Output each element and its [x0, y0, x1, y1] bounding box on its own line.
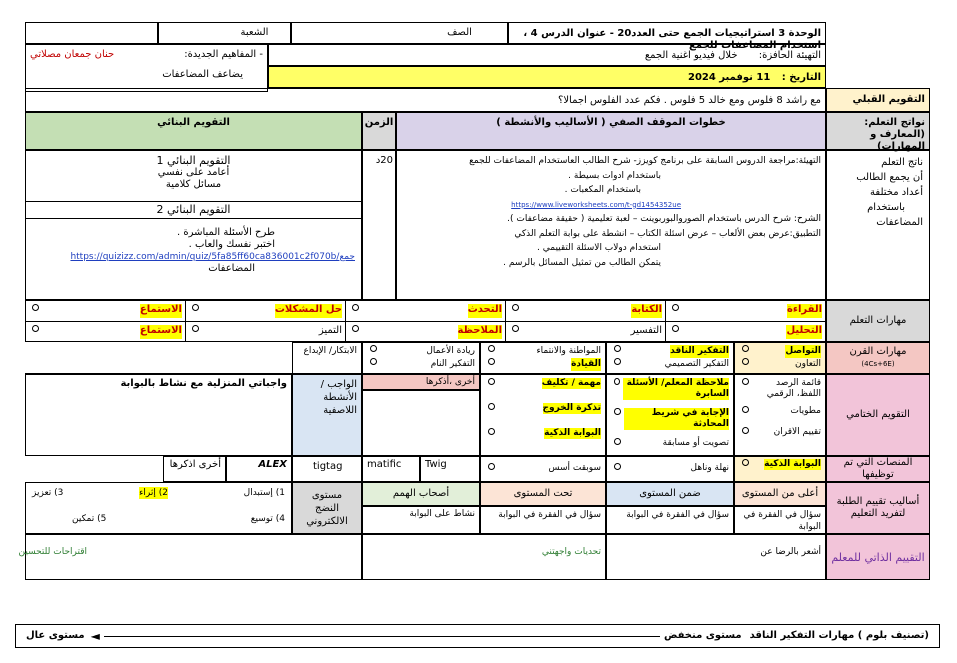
skill-bullet [488, 345, 495, 352]
skill-bullet [488, 358, 495, 365]
maturity-label: مستوى النضج الالكتروني [306, 489, 348, 527]
final-assessment-label-cell [826, 374, 930, 456]
final-other: أخرى ،أذكرها [425, 377, 475, 387]
skill-bullet [32, 325, 39, 332]
skill-bullet [32, 304, 39, 311]
pre-assessment-label: التقويم القبلي [852, 94, 925, 105]
century-col-1 [734, 342, 826, 374]
learning-skills-grid [25, 300, 826, 342]
century-critical-thinking: التفكير الناقد [670, 346, 729, 356]
final-col-3 [480, 374, 606, 456]
platform-cell [480, 456, 606, 482]
outcome-line: باستخدام [867, 202, 905, 213]
step-line: باستخدام المكعبات . [564, 185, 641, 195]
outcomes-body [826, 150, 930, 300]
century-col-2 [606, 342, 734, 374]
platform-alex: ALEX [258, 459, 287, 470]
self-eval-cell [18, 534, 362, 580]
skill-bullet [512, 325, 519, 332]
time-header [362, 112, 396, 150]
century-citizenship: المواطنة والانتماء [536, 346, 601, 356]
skill-bullet [488, 403, 495, 410]
final-other-empty [362, 390, 480, 456]
hook-text: خلال فيديو اغنية الجمع [644, 50, 738, 61]
homework-text-cell [25, 374, 292, 456]
skill-bullet [742, 378, 749, 385]
maturity-replace: 1) إستبدال [243, 488, 285, 498]
skill-bullet [370, 345, 377, 352]
outcome-line: أن يجمع الطالب [856, 172, 923, 183]
level-cell [480, 506, 606, 534]
skill-bullet [614, 345, 621, 352]
worksheet-link[interactable]: https://www.liveworksheets.com/t-gd1454352ue [511, 200, 681, 209]
skill-interpretation: التفسير [630, 325, 662, 336]
formative-2-line: طرح الأسئلة المباشرة . [176, 227, 275, 238]
century-skills-label-cell [826, 342, 930, 374]
skill-analysis: التحليل [786, 325, 822, 339]
outcome-line: أعداد مختلفة [870, 187, 923, 198]
maturity-levels [25, 482, 292, 534]
skill-observation: الملاحظة [458, 325, 503, 339]
homework-label: الواجب / الأنشطة اللاصفية [320, 379, 357, 416]
new-concepts-text: يضاعف المضاعفات [162, 69, 243, 80]
platforms-label-cell [826, 456, 930, 482]
date-label: التاريخ : [781, 72, 821, 83]
final-vote: تصويت أو مسابقة [662, 438, 729, 448]
level-cell [606, 506, 734, 534]
step-line: التهيئة:مراجعة الدروس السابقة على برنامج كويزز- شرح الطالب العاستخدام المضاعفات للجمع [469, 156, 821, 166]
skill-listening-2: الاستماع [140, 325, 182, 339]
final-col-1 [734, 374, 826, 456]
hook-cell [268, 44, 826, 66]
final-other-cell [362, 374, 480, 390]
skill-listening: الاستماع [140, 304, 182, 318]
skill-writing: الكتابة [631, 304, 662, 318]
platform-tigtag: tigtag [313, 461, 343, 472]
level-header [480, 482, 606, 506]
skill-bullet [352, 325, 359, 332]
century-entrepreneurship: ريادة الأعمال [426, 346, 475, 356]
empty-header-cell [25, 22, 158, 44]
final-checklist: قائمة الرصد [775, 378, 821, 388]
arrow-left-icon: ◄ [90, 629, 100, 643]
platform-other: أخرى اذكرها [169, 459, 221, 470]
formative-header [25, 112, 362, 150]
formative-2-title: التقويم البنائي 2 [156, 203, 231, 216]
time-header-text: الزمن [364, 117, 394, 128]
skill-bullet [614, 358, 621, 365]
skill-bullet [742, 406, 749, 413]
outcomes-header-text: نواتج التعلم: (المعارف و المهارات) [864, 117, 925, 152]
formative-header-text: التقويم البنائي [157, 117, 230, 128]
skill-bullet [742, 345, 749, 352]
century-collaboration: التعاون [795, 359, 821, 369]
skill-bullet [614, 438, 621, 445]
platform-cell [292, 456, 362, 482]
pre-assessment-text-cell [25, 88, 826, 112]
platform-cell [734, 456, 826, 482]
skill-bullet [192, 304, 199, 311]
outcomes-header [826, 112, 930, 150]
skill-problem-solving: حل المشكلات [275, 304, 342, 318]
final-smart-portal: البوابة الذكية [544, 428, 601, 438]
self-eval-label: التقييم الذاتي للمعلم [831, 550, 925, 564]
formative-1-title: التقويم البنائي 1 [156, 154, 231, 167]
level-header [734, 482, 826, 506]
maturity-label-cell [292, 482, 362, 534]
self-eval-challenges: تحديات واجهتني [541, 547, 601, 557]
platform-empty [25, 456, 163, 482]
step-line: يتمكن الطالب من تمثيل المسائل بالرسم . [503, 257, 661, 268]
outcome-line: المضاعفات [876, 217, 923, 228]
teacher-signature: حنان جمعان مصلاتي [30, 49, 115, 60]
formative-1-line: مسائل كلامية [165, 179, 222, 190]
maturity-enrich: 2) إثراء [139, 488, 168, 498]
final-task: مهمة / تكليف [541, 378, 601, 388]
self-eval-label-cell [826, 534, 930, 580]
unit-title: الوحدة 3 استراتيجيات الجمع حتى العدد20 - عنوان الدرس 4 ، استخدام المضاعفات للجمع [523, 28, 821, 51]
learning-skills-label: مهارات التعلم [849, 315, 907, 326]
final-foldables: مطويات [790, 406, 821, 416]
step-line: التطبيق:عرض بعض الألعاب – عرض اسئلة الكتاب – انشطة على بوابة التعلم الذكي [514, 228, 821, 239]
platform-cell [420, 456, 480, 482]
steps-body [396, 150, 826, 300]
century-leadership: القيادة [571, 359, 601, 369]
pre-assessment-label-cell [826, 88, 930, 112]
century-skills-label: مهارات القرن [849, 346, 907, 357]
century-empty [25, 342, 292, 374]
final-verbal: اللفظ، الرقمي [766, 389, 821, 399]
formative-2-line: اختبر نفسك والعاب . [188, 239, 275, 250]
skill-bullet [742, 427, 749, 434]
century-col-3 [480, 342, 606, 374]
level-below: تحت المستوى [513, 488, 573, 499]
outcome-line: ناتج التعلم [881, 157, 923, 168]
skill-distinction: التميز [318, 325, 342, 336]
skill-bullet [742, 358, 749, 365]
self-eval-cell [362, 534, 606, 580]
skill-bullet [488, 463, 495, 470]
skill-bullet [488, 378, 495, 385]
bloom-bar [15, 624, 940, 648]
new-concepts-cell [25, 44, 268, 92]
skill-bullet [370, 358, 377, 365]
unit-title-cell [508, 22, 826, 51]
platform-cell [226, 456, 292, 482]
hook-label: التهيئة الحافزة: [758, 50, 821, 61]
new-concepts-label: - المفاهيم الجديدة: [184, 49, 263, 60]
level-header [606, 482, 734, 506]
level-above-task: سؤال في الفقرة في البوابة [743, 510, 821, 532]
differentiation-label: أساليب تقييم الطلبة لتفريد التعليم [836, 496, 920, 519]
platform-cell [362, 456, 420, 482]
final-col-2 [606, 374, 734, 456]
skill-bullet [614, 408, 621, 415]
skill-bullet [672, 304, 679, 311]
century-design-thinking: التفكير التصميمي [664, 359, 729, 369]
century-communication: التواصل [785, 346, 821, 356]
final-teacher-observation: ملاحظة المعلم/ الأسئلة السابرة [623, 378, 729, 400]
bloom-arrow [104, 636, 660, 637]
platforms-label: المنصات التي تم توظيفها [843, 457, 913, 480]
platform-smart-portal: البوابة الذكية [764, 459, 821, 469]
level-within-task: سؤال في الفقرة في البوابة [626, 510, 729, 520]
bloom-high: مستوى عال [26, 630, 85, 641]
formative-body [25, 150, 362, 300]
century-skills-sub: (4Cs+6E) [861, 360, 895, 368]
step-line: باستخدام ادوات بسيطة . [568, 170, 661, 181]
maturity-empower: 5) تمكين [72, 514, 107, 524]
section-label: الشعبة [240, 27, 269, 38]
homework-label-cell [292, 374, 362, 456]
level-above: أعلى من المستوى [741, 488, 819, 499]
skill-reading: القراءة [787, 304, 822, 318]
differentiation-label-cell [826, 482, 930, 534]
self-eval-satisfied: أشعر بالرضا عن [760, 547, 821, 557]
final-peer-review: تقييم الاقران [773, 427, 821, 437]
platform-matific: matific [367, 459, 402, 470]
platform-cell [606, 456, 734, 482]
final-assessment-label: التقويم الختامي [846, 409, 910, 420]
step-line: الشرح: شرح الدرس باستخدام الصوروالبوربوينت – لعبة تعليمية ( حقيقة مضاعفات ). [507, 214, 821, 224]
level-header [362, 482, 480, 506]
level-special-needs: أصحاب الهمم [392, 488, 450, 499]
learning-skills-label-cell [826, 300, 930, 342]
level-cell [362, 506, 480, 534]
skill-bullet [352, 304, 359, 311]
final-chat-answer: الإجابة في شريط المحادثة [624, 408, 729, 430]
skill-bullet [672, 325, 679, 332]
level-special-task: نشاط على البوابة [409, 509, 475, 519]
pre-assessment-text: مع راشد 8 فلوس ومع خالد 5 فلوس . فكم عدد الفلوس اجمالا؟ [558, 95, 821, 106]
century-innovation: الابتكار/ الإبداع [303, 346, 357, 356]
quiz-suffix[interactable]: جمع [339, 252, 355, 262]
skill-speaking: التحدث [468, 304, 502, 318]
century-growth-thinking: التفكير النام [430, 359, 475, 369]
platform-soft-foundations: سوبقت أسس [548, 463, 601, 473]
homework-text: واجباتي المنزلية مع نشاط بالبوابة [120, 378, 287, 389]
formative-1-line: أعامد على نفسي [157, 167, 230, 178]
steps-header [396, 112, 826, 150]
level-within: ضمن المستوى [639, 488, 701, 499]
self-eval-improvements: اقتراحات للتحسين [18, 547, 87, 557]
platform-other-cell [163, 456, 226, 482]
quizizz-link[interactable]: https://quizizz.com/admin/quiz/5fa85ff60ca836001c2f070b/ [70, 252, 340, 262]
quiz-line2: المضاعفات [208, 263, 255, 274]
level-cell [734, 506, 826, 534]
bloom-title: (تصنيف بلوم ) مهارات التفكير الناقد [749, 630, 929, 641]
skill-bullet [742, 459, 749, 466]
bloom-low: مستوى منخفض [663, 630, 742, 641]
century-col-5 [292, 342, 362, 374]
maturity-reinforce: 3) تعزيز [32, 488, 64, 498]
skill-bullet [488, 428, 495, 435]
self-eval-cell [606, 534, 826, 580]
skill-bullet [192, 325, 199, 332]
steps-header-text: خطوات الموقف الصفي ( الأساليب والأنشطة ) [496, 117, 726, 128]
skill-bullet [614, 463, 621, 470]
step-line: استخدام دولاب الاسئلة التقييمي . [537, 243, 661, 253]
maturity-expand: 4) توسيع [250, 514, 285, 524]
skill-bullet [512, 304, 519, 311]
skill-bullet [614, 378, 620, 385]
section-cell [158, 22, 291, 44]
level-below-task: سؤال في الفقرة في البوابة [498, 510, 601, 520]
grade-cell [291, 22, 508, 44]
platform-nahla: نهلة وناهل [690, 463, 729, 473]
final-exit-ticket: تذكرة الخروج [542, 403, 601, 413]
grade-label: الصف [447, 27, 472, 38]
date-value: 11 نوفمبر 2024 [687, 72, 771, 83]
time-value: 20د [375, 155, 393, 166]
date-cell [268, 66, 826, 88]
time-body [362, 150, 396, 300]
platform-twig: Twig [425, 459, 447, 470]
century-col-4 [362, 342, 480, 374]
